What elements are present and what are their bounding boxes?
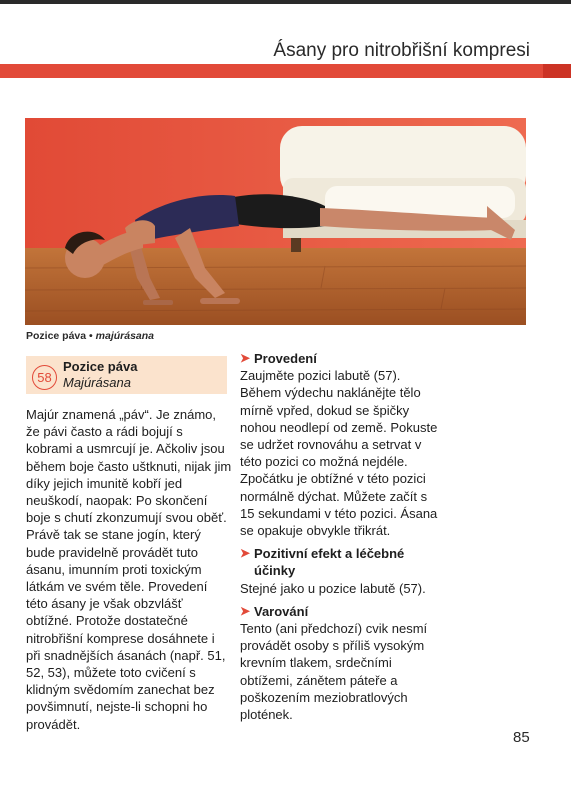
heading-pozitivni-efekt <box>240 545 445 579</box>
exercise-number-badge: 58 <box>32 365 57 390</box>
left-paragraph-1: Majúr znamená „páv“. Je známo, že pávi často a rádi bojují s kobrami a usmrcují je. Ačkoliv jsou během boje často uštknuti, nijak jim díky jejich imunitě kobří jed neuškodí, naopak: Po skončení boje s chutí zkonzumují svou oběť. <box>26 407 232 526</box>
exercise-latin-name: Majúrásana <box>63 375 131 390</box>
top-strip <box>0 0 571 4</box>
header-red-bar <box>0 64 571 78</box>
arrow-icon: ➤ <box>240 603 251 618</box>
right-column <box>240 350 445 723</box>
arrow-icon: ➤ <box>240 351 251 365</box>
photo-illustration <box>25 118 526 325</box>
left-column <box>26 406 232 733</box>
exercise-name: Pozice páva <box>63 359 138 374</box>
page-number: 85 <box>513 729 530 746</box>
sofa <box>280 126 526 252</box>
heading-pozitivni-efekt-text: Pozitivní efekt a léčebné účinky <box>254 546 405 579</box>
provedeni-paragraph-1: Zaujměte pozici labutě (57). Během výdechu naklánějte tělo mírně vpřed, dokud se špičky nohou neodlepí od země. Pokuste se udržet rovnováhu a setrvat v této pozici co možná nejdéle. <box>240 368 438 470</box>
pozitivni-efekt-paragraph: Stejné jako u pozice labutě (57). <box>240 580 426 596</box>
section-title: Ásany pro nitrobřišní kompresi <box>273 40 530 61</box>
heading-provedeni-text: Provedení <box>254 351 317 366</box>
caption-latin: majúrásana <box>95 330 155 342</box>
left-paragraph-2: Právě tak se stane jogín, který bude pravidelně provádět tuto ásanu, imunním proti toxickým látkám ve svém těle. Provedení této ásany je však obzvlášť obtížné. Protože dostatečné nitrobřišní komprese dosáhnete i při snadnějších ásanách (např. 51, 52, 53), můžete toto cvičení s klidným svědomím zanechat bez povšimnutí, nejste-li schopni ho provádět. <box>26 527 226 732</box>
heading-provedeni <box>240 350 445 367</box>
arrow-icon: ➤ <box>240 546 251 561</box>
caption-name: Pozice páva <box>26 330 87 342</box>
provedeni-paragraph-2: Zpočátku je obtížné v této pozici normálně dýchat. Můžete začít s 15 sekundami v této pozici. Ásana se opakuje obvykle třikrát. <box>240 471 438 539</box>
photo-peacock-pose <box>25 118 526 325</box>
header-red-bar-accent <box>543 64 571 78</box>
varovani-paragraph: Tento (ani předchozí) cvik nesmí provádět osoby s příliš vysokým krevním tlakem, srdečními obtížemi, zánětem páteře a poškozením meziobratlových plotének. <box>240 621 428 723</box>
photo-caption <box>26 330 154 342</box>
caption-separator: • <box>89 330 93 342</box>
heading-varovani <box>240 603 445 620</box>
heading-varovani-text: Varování <box>254 603 309 619</box>
